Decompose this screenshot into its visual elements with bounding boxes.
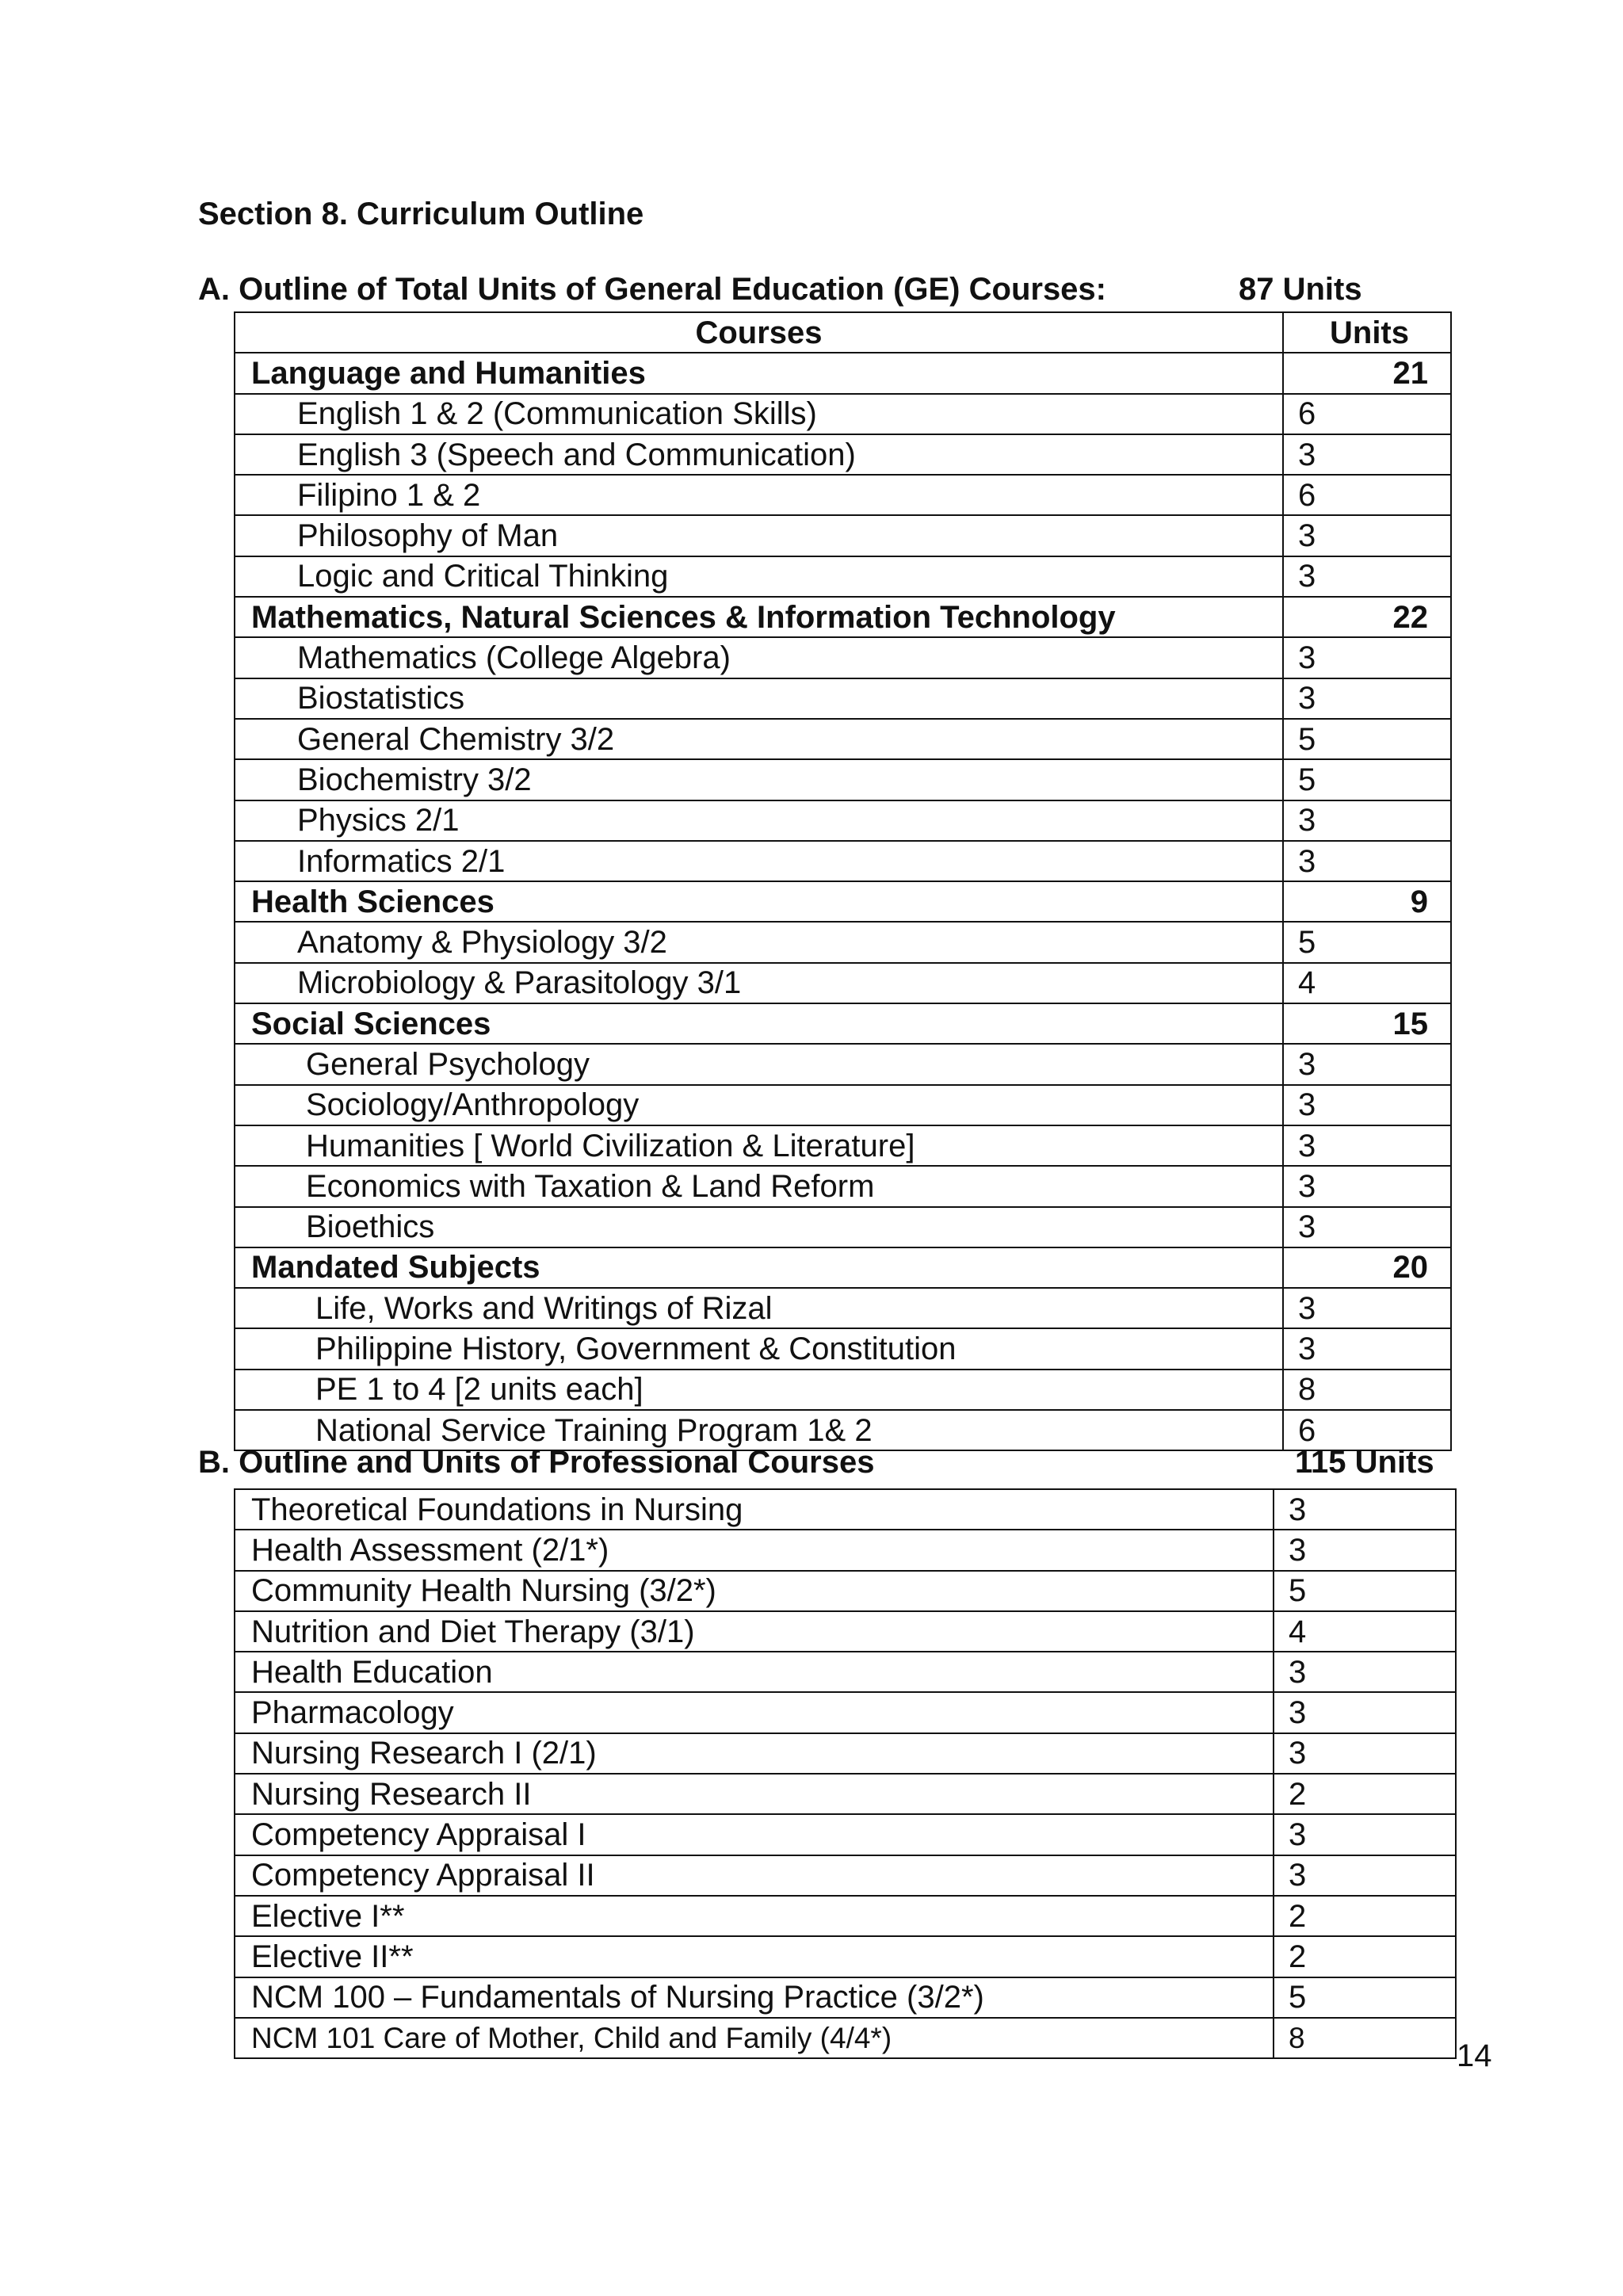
course-row xyxy=(235,556,1451,597)
table-header-row xyxy=(235,312,1451,353)
course-units: 3 xyxy=(1274,1489,1456,1530)
course-units: 5 xyxy=(1274,1571,1456,1611)
column-header-courses: Courses xyxy=(235,312,1283,353)
course-units: 3 xyxy=(1274,1855,1456,1896)
course-row xyxy=(235,922,1451,962)
course-row xyxy=(235,1530,1456,1570)
course-row xyxy=(235,1207,1451,1247)
course-units: 8 xyxy=(1274,2018,1456,2058)
course-units: 5 xyxy=(1283,719,1451,759)
course-name: Health Assessment (2/1*) xyxy=(235,1530,1274,1570)
course-name: Physics 2/1 xyxy=(235,800,1283,841)
course-name: Theoretical Foundations in Nursing xyxy=(235,1489,1274,1530)
course-row xyxy=(235,1692,1456,1733)
course-row xyxy=(235,1896,1456,1936)
professional-heading xyxy=(198,1445,1466,1480)
category-units: 9 xyxy=(1283,881,1451,922)
course-name: Health Education xyxy=(235,1652,1274,1692)
course-units: 6 xyxy=(1283,394,1451,434)
course-row xyxy=(235,637,1451,678)
professional-heading-text: B. Outline and Units of Professional Courses xyxy=(198,1445,875,1480)
course-row xyxy=(235,2018,1456,2058)
course-row xyxy=(235,515,1451,556)
course-units: 5 xyxy=(1283,922,1451,962)
course-name: Competency Appraisal I xyxy=(235,1814,1274,1855)
course-row xyxy=(235,678,1451,719)
page-number: 14 xyxy=(1457,2038,1492,2073)
course-name: English 3 (Speech and Communication) xyxy=(235,434,1283,475)
course-name: Sociology/Anthropology xyxy=(235,1085,1283,1125)
course-name: Humanities [ World Civilization & Literature] xyxy=(235,1125,1283,1166)
course-name: English 1 & 2 (Communication Skills) xyxy=(235,394,1283,434)
course-row xyxy=(235,1733,1456,1774)
course-name: Nursing Research I (2/1) xyxy=(235,1733,1274,1774)
category-name: Mathematics, Natural Sciences & Information Technology xyxy=(235,597,1283,637)
course-name: General Chemistry 3/2 xyxy=(235,719,1283,759)
course-name: Bioethics xyxy=(235,1207,1283,1247)
course-row xyxy=(235,759,1451,800)
course-row xyxy=(235,1855,1456,1896)
course-row xyxy=(235,1125,1451,1166)
course-units: 3 xyxy=(1283,515,1451,556)
course-units: 3 xyxy=(1283,1166,1451,1206)
course-units: 3 xyxy=(1283,1125,1451,1166)
professional-total-units: 115 Units xyxy=(1295,1445,1434,1480)
course-row xyxy=(235,1288,1451,1328)
category-row xyxy=(235,597,1451,637)
course-row xyxy=(235,841,1451,881)
section-title: Section 8. Curriculum Outline xyxy=(198,197,644,231)
course-units: 2 xyxy=(1274,1936,1456,1977)
category-units: 20 xyxy=(1283,1247,1451,1288)
course-units: 2 xyxy=(1274,1774,1456,1814)
course-row xyxy=(235,1085,1451,1125)
course-name: Pharmacology xyxy=(235,1692,1274,1733)
course-units: 3 xyxy=(1274,1733,1456,1774)
course-units: 3 xyxy=(1274,1814,1456,1855)
course-units: 3 xyxy=(1283,1085,1451,1125)
course-row xyxy=(235,1328,1451,1369)
course-units: 2 xyxy=(1274,1896,1456,1936)
course-row xyxy=(235,475,1451,515)
course-name: Philosophy of Man xyxy=(235,515,1283,556)
category-row xyxy=(235,1247,1451,1288)
category-name: Health Sciences xyxy=(235,881,1283,922)
professional-courses-table xyxy=(234,1488,1457,2059)
course-row xyxy=(235,1774,1456,1814)
course-row xyxy=(235,800,1451,841)
course-row xyxy=(235,1370,1451,1410)
course-units: 3 xyxy=(1283,841,1451,881)
course-row xyxy=(235,1652,1456,1692)
course-units: 3 xyxy=(1283,637,1451,678)
course-name: National Service Training Program 1& 2 xyxy=(235,1410,1283,1450)
category-name: Mandated Subjects xyxy=(235,1247,1283,1288)
category-row xyxy=(235,353,1451,393)
course-name: Life, Works and Writings of Rizal xyxy=(235,1288,1283,1328)
course-row xyxy=(235,719,1451,759)
course-units: 3 xyxy=(1283,434,1451,475)
course-units: 4 xyxy=(1274,1611,1456,1652)
category-name: Social Sciences xyxy=(235,1003,1283,1044)
course-name: Anatomy & Physiology 3/2 xyxy=(235,922,1283,962)
course-units: 5 xyxy=(1274,1977,1456,2018)
course-row xyxy=(235,1936,1456,1977)
course-row xyxy=(235,963,1451,1003)
course-units: 8 xyxy=(1283,1370,1451,1410)
ge-heading-text: A. Outline of Total Units of General Education (GE) Courses: xyxy=(198,272,1106,307)
course-units: 3 xyxy=(1274,1652,1456,1692)
ge-total-units: 87 Units xyxy=(1239,272,1362,307)
course-units: 3 xyxy=(1283,556,1451,597)
course-row xyxy=(235,1489,1456,1530)
category-units: 15 xyxy=(1283,1003,1451,1044)
course-units: 3 xyxy=(1283,1207,1451,1247)
course-name: Informatics 2/1 xyxy=(235,841,1283,881)
course-units: 3 xyxy=(1283,1328,1451,1369)
column-header-units: Units xyxy=(1283,312,1451,353)
category-row xyxy=(235,1003,1451,1044)
course-row xyxy=(235,434,1451,475)
course-name: Elective I** xyxy=(235,1896,1274,1936)
course-name: Community Health Nursing (3/2*) xyxy=(235,1571,1274,1611)
ge-courses-table xyxy=(234,311,1452,1451)
course-units: 3 xyxy=(1274,1692,1456,1733)
course-name: Competency Appraisal II xyxy=(235,1855,1274,1896)
course-name: Microbiology & Parasitology 3/1 xyxy=(235,963,1283,1003)
course-units: 3 xyxy=(1283,678,1451,719)
course-name: Logic and Critical Thinking xyxy=(235,556,1283,597)
course-name: Biochemistry 3/2 xyxy=(235,759,1283,800)
course-name: Filipino 1 & 2 xyxy=(235,475,1283,515)
course-units: 3 xyxy=(1283,800,1451,841)
course-row xyxy=(235,1814,1456,1855)
course-units: 5 xyxy=(1283,759,1451,800)
course-name: NCM 101 Care of Mother, Child and Family (4/4*) xyxy=(235,2018,1274,2058)
course-units: 3 xyxy=(1283,1288,1451,1328)
category-row xyxy=(235,881,1451,922)
course-name: Biostatistics xyxy=(235,678,1283,719)
category-units: 22 xyxy=(1283,597,1451,637)
category-name: Language and Humanities xyxy=(235,353,1283,393)
course-row xyxy=(235,394,1451,434)
course-name: Economics with Taxation & Land Reform xyxy=(235,1166,1283,1206)
course-units: 4 xyxy=(1283,963,1451,1003)
course-name: General Psychology xyxy=(235,1044,1283,1084)
course-name: PE 1 to 4 [2 units each] xyxy=(235,1370,1283,1410)
course-row xyxy=(235,1571,1456,1611)
course-row xyxy=(235,1611,1456,1652)
course-name: Elective II** xyxy=(235,1936,1274,1977)
course-name: Philippine History, Government & Constitution xyxy=(235,1328,1283,1369)
category-units: 21 xyxy=(1283,353,1451,393)
course-units: 6 xyxy=(1283,1410,1451,1450)
course-name: Nursing Research II xyxy=(235,1774,1274,1814)
course-units: 3 xyxy=(1283,1044,1451,1084)
course-name: Mathematics (College Algebra) xyxy=(235,637,1283,678)
course-row xyxy=(235,1044,1451,1084)
course-name: Nutrition and Diet Therapy (3/1) xyxy=(235,1611,1274,1652)
course-units: 6 xyxy=(1283,475,1451,515)
ge-heading xyxy=(198,272,1387,308)
course-row xyxy=(235,1977,1456,2018)
course-row xyxy=(235,1166,1451,1206)
course-units: 3 xyxy=(1274,1530,1456,1570)
course-name: NCM 100 – Fundamentals of Nursing Practice (3/2*) xyxy=(235,1977,1274,2018)
